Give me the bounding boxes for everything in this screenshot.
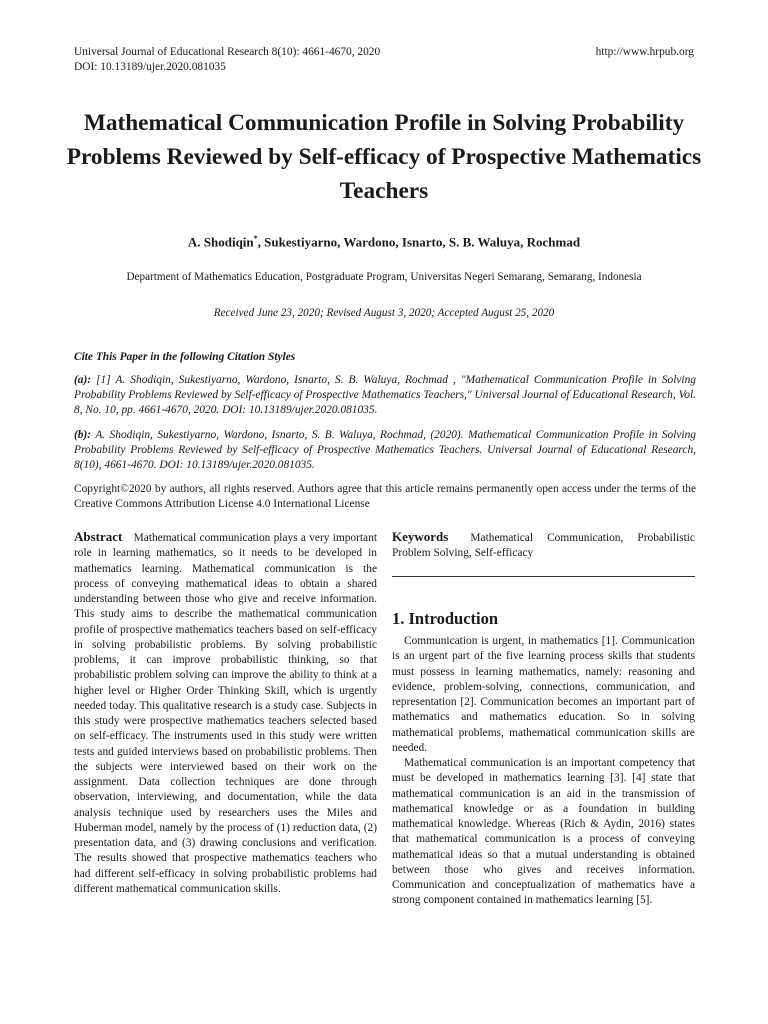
- corresponding-mark: *: [253, 234, 258, 243]
- doi-line: DOI: 10.13189/ujer.2020.081035: [74, 61, 226, 73]
- abstract-section: [74, 529, 377, 897]
- intro-paragraph-2: Mathematical communication is an important competency that must be developed in mathematics learning [3]. [4] state that mathematical communication is an aid in the transmission of mathematical knowledge or as a foundation in building mathematical knowledge. Whereas (Rich & Aydin, 2016) states that mathematical communication is a process of conveying mathematical ideas so that a mutual understanding is obtained between those who gives and receives information. Communication and conceptualization of mathematics have a strong component contained in mathematics learning [5].: [392, 757, 695, 907]
- submission-dates: Received June 23, 2020; Revised August 3, 2020; Accepted August 25, 2020: [213, 307, 555, 319]
- abstract-heading: Abstract: [74, 529, 123, 544]
- other-authors: , Sukestiyarno, Wardono, Isnarto, S. B. Waluya, Rochmad: [257, 234, 581, 250]
- citation-a-label: (a):: [74, 374, 92, 386]
- journal-url[interactable]: http://www.hrpub.org: [595, 46, 694, 58]
- journal-citation: Universal Journal of Educational Research 8(10): 4661-4670, 2020: [74, 46, 381, 58]
- citation-a-text: [1] A. Shodiqin, Sukestiyarno, Wardono, Isnarto, S. B. Waluya, Rochmad , "Mathematical Communication Profile in Solving Probability Problems Reviewed by Self-efficacy of Prospective Mathematics Teachers," Universal Journal of Educational Research, Vol. 8, No. 10, pp. 4661-4670, 2020. DOI: 10.13189/ujer.2020.081035.: [74, 374, 696, 417]
- citation-style-b: [74, 428, 696, 474]
- author-list: [60, 234, 708, 250]
- first-author: A. Shodiqin: [187, 234, 254, 250]
- abstract-text: Mathematical communication plays a very important role in learning mathematics, so it needs to be developed in mathematics learning. Mathematical communication is the process of conveying mathematical ideas to obtain a shared understanding between those who give and receive information. This study aims to describe the mathematical communication profile of prospective mathematics teachers based on self-efficacy in solving probabilistic problems. By solving probabilistic problems, it can improve probabilistic thinking, so that probabilistic problem solving can improve the ability to think at a higher level or Higher Order Thinking Skill, which is urgently needed today. This qualitative research is a study case. Subjects in this study were prospective mathematics teachers selected based on self-efficacy. The instruments used in this study were written tests and guided interviews based on probabilistic problems. Then the subjects were interviewed based on their work on the assignment. Data collection techniques are done through observation, interviewing, and documentation, while the data analysis technique used by researchers uses the Miles and Huberman model, namely by the process of (1) reduction data, (2) presentation data, and (3) drawing conclusions and verification. The results showed that prospective mathematics teachers who had different self-efficacy in solving probabilistic problems had different mathematical communication skills.: [74, 532, 377, 895]
- introduction-heading: 1. Introduction: [392, 609, 499, 628]
- intro-paragraph-1: Communication is urgent, in mathematics [1]. Communication is an urgent part of the five learning process skills that students must possess in learning mathematics, namely: reasoning and evidence, problem-solving, connections, communication, and representation [2]. Communication becomes an important part of mathematics and mathematics education. So in solving mathematical problems, mathematical communication skills are needed.: [392, 635, 695, 754]
- keywords-text: Mathematical Communication, Probabilistic Problem Solving, Self-efficacy: [392, 532, 695, 560]
- citation-b-label: (b):: [74, 429, 92, 441]
- introduction-body: [392, 634, 695, 909]
- keywords-section: [392, 529, 695, 562]
- citation-style-a: [74, 373, 696, 419]
- affiliation: Department of Mathematics Education, Postgraduate Program, Universitas Negeri Semarang, Semarang, Indonesia: [126, 271, 642, 283]
- section-divider: [392, 576, 695, 577]
- copyright-notice: Copyright©2020 by authors, all rights reserved. Authors agree that this article remains permanently open access under the terms of the Creative Commons Attribution License 4.0 International License: [74, 483, 696, 510]
- keywords-heading: Keywords: [392, 529, 449, 544]
- citation-b-text: A. Shodiqin, Sukestiyarno, Wardono, Isnarto, S. B. Waluya, Rochmad, (2020). Mathematical Communication Profile in Solving Probability Problems Reviewed by Self-efficacy of Prospective Mathematics Teachers. Universal Journal of Educational Research, 8(10), 4661-4670. DOI: 10.13189/ujer.2020.081035.: [74, 429, 696, 472]
- citation-heading: Cite This Paper in the following Citation Styles: [74, 351, 296, 363]
- paper-title: Mathematical Communication Profile in Solving Probability Problems Reviewed by Self-efficacy of Prospective Mathematics Teachers: [66, 110, 702, 204]
- journal-header: [74, 45, 380, 75]
